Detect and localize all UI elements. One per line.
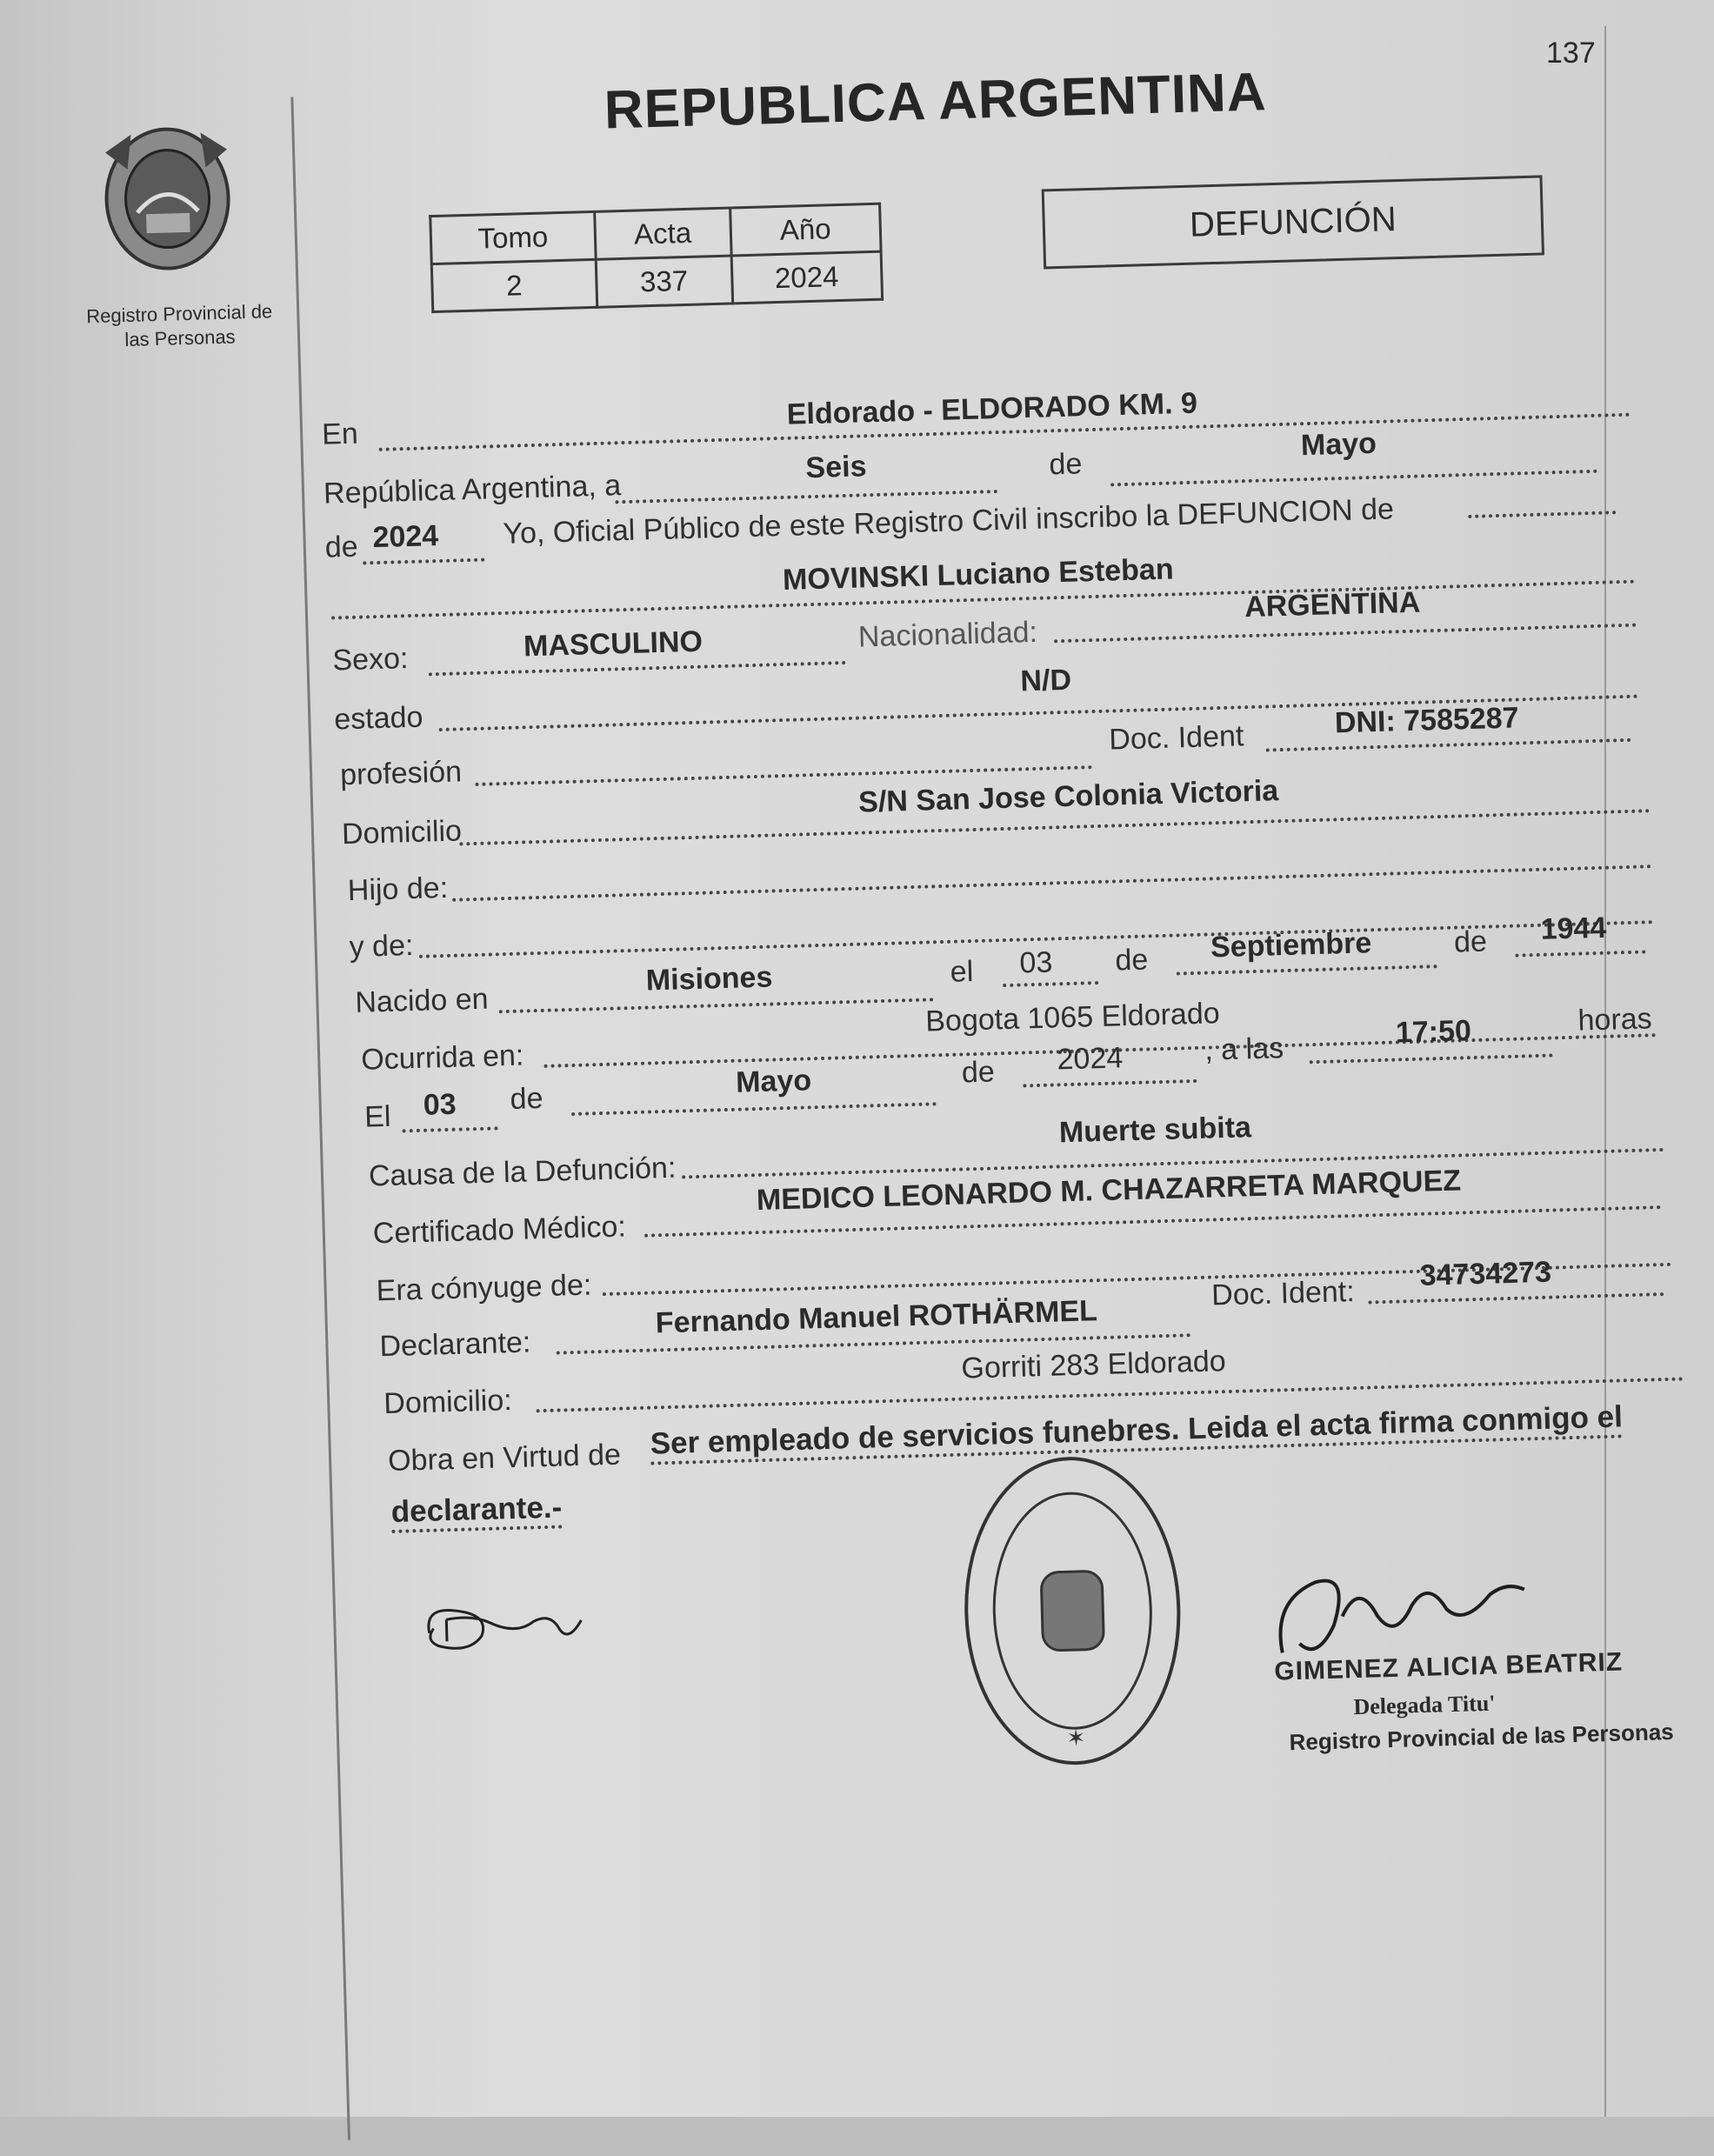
birth-de2: de bbox=[1453, 924, 1488, 959]
estado-label: estado bbox=[333, 700, 423, 737]
nacionalidad-label: Nacionalidad: bbox=[857, 615, 1038, 654]
document-type-box: DEFUNCIÓN bbox=[1042, 175, 1544, 269]
death-time-line bbox=[1310, 1053, 1553, 1064]
causa-value: Muerte subita bbox=[1058, 1111, 1252, 1150]
sexo-value: MASCULINO bbox=[523, 624, 704, 664]
death-time: 17:50 bbox=[1395, 1014, 1472, 1050]
republica-label: República Argentina, a bbox=[323, 469, 622, 511]
death-month: Mayo bbox=[735, 1064, 812, 1099]
decl-doc-line bbox=[1368, 1292, 1664, 1304]
decl-doc-label: Doc. Ident: bbox=[1210, 1274, 1356, 1312]
registry-name-line1: Registro Provincial de bbox=[85, 300, 273, 328]
sexo-line bbox=[429, 661, 846, 676]
domicilio-label: Domicilio bbox=[341, 814, 463, 851]
day-line bbox=[615, 490, 997, 504]
month-line bbox=[1110, 470, 1597, 487]
decl-doc-value: 34734273 bbox=[1419, 1255, 1552, 1292]
declarante-value: Fernando Manuel ROTHÄRMEL bbox=[655, 1294, 1098, 1340]
doc-ident-label: Doc. Ident bbox=[1108, 719, 1244, 757]
en-label: En bbox=[321, 417, 359, 451]
page-number: 137 bbox=[1546, 37, 1596, 70]
month-value: Mayo bbox=[1300, 426, 1377, 463]
en-value: Eldorado - ELDORADO KM. 9 bbox=[786, 386, 1198, 431]
inscribo-line bbox=[1468, 511, 1616, 518]
alas-label: , a las bbox=[1204, 1031, 1284, 1067]
el2-label: El bbox=[363, 1099, 391, 1134]
doc-ident-line bbox=[1266, 738, 1631, 752]
hijo-label: Hijo de: bbox=[347, 871, 449, 908]
official-registry: Registro Provincial de las Personas bbox=[1289, 1718, 1675, 1756]
doc-ident-value: DNI: 7585287 bbox=[1334, 701, 1520, 740]
col-acta: Acta bbox=[594, 208, 730, 259]
obra-value-line2: declarante.- bbox=[390, 1490, 563, 1532]
certificado-label: Certificado Médico: bbox=[372, 1210, 627, 1251]
el-label: el bbox=[950, 955, 974, 989]
death-de2: de bbox=[961, 1055, 996, 1090]
birth-year-line bbox=[1515, 950, 1645, 957]
conyuge-label: Era cónyuge de: bbox=[376, 1268, 592, 1308]
nacido-value: Misiones bbox=[645, 960, 773, 998]
decl-domicilio-label: Domicilio: bbox=[383, 1384, 513, 1421]
svg-text:✶: ✶ bbox=[1066, 1724, 1086, 1752]
col-anio: Año bbox=[730, 204, 881, 256]
certificado-value: MEDICO LEONARDO M. CHAZARRETA MARQUEZ bbox=[756, 1164, 1462, 1218]
de-label: de bbox=[1048, 447, 1083, 482]
death-year: 2024 bbox=[1057, 1041, 1124, 1077]
nacido-line bbox=[499, 998, 934, 1013]
horas-label: horas bbox=[1577, 1002, 1653, 1038]
sexo-label: Sexo: bbox=[331, 642, 409, 678]
death-day: 03 bbox=[423, 1087, 457, 1122]
ocurrida-value: Bogota 1065 Eldorado bbox=[924, 997, 1221, 1038]
nacido-label: Nacido en bbox=[354, 982, 490, 1019]
inscribo-text: Yo, Oficial Público de este Registro Civil inscribo la DEFUNCION de bbox=[502, 492, 1395, 551]
death-month-line bbox=[571, 1102, 937, 1116]
death-de1: de bbox=[510, 1081, 544, 1116]
domicilio-value: S/N San Jose Colonia Victoria bbox=[857, 774, 1279, 819]
year-line bbox=[363, 558, 484, 565]
yde-label: y de: bbox=[349, 929, 414, 965]
year-value: 2024 bbox=[372, 519, 439, 555]
official-name: GIMENEZ ALICIA BEATRIZ bbox=[1273, 1647, 1624, 1686]
causa-label: Causa de la Defunción: bbox=[368, 1151, 677, 1193]
death-year-line bbox=[1023, 1079, 1197, 1088]
country-title: REPUBLICA ARGENTINA bbox=[603, 62, 1268, 141]
obra-value-line1: Ser empleado de servicios funebres. Leida el acta firma conmigo el bbox=[650, 1399, 1623, 1465]
day-value: Seis bbox=[804, 450, 867, 485]
estado-value: N/D bbox=[1019, 663, 1072, 698]
birth-de1: de bbox=[1114, 943, 1149, 978]
hijo-line bbox=[452, 864, 1652, 902]
deceased-name: MOVINSKI Luciano Esteban bbox=[782, 552, 1175, 597]
declarante-label: Declarante: bbox=[378, 1325, 531, 1364]
tomo-value: 2 bbox=[431, 259, 597, 311]
declarant-signature bbox=[420, 1594, 596, 1660]
official-title: Delegada Titu' bbox=[1353, 1690, 1496, 1720]
nacionalidad-value: ARGENTINA bbox=[1244, 585, 1421, 624]
profesion-label: profesión bbox=[339, 755, 463, 792]
decl-domicilio-value: Gorriti 283 Eldorado bbox=[960, 1345, 1227, 1385]
birth-day-line bbox=[1003, 981, 1098, 987]
nacionalidad-line bbox=[1054, 624, 1637, 644]
year-label: de bbox=[324, 530, 359, 564]
registry-name-line2: las Personas bbox=[124, 325, 236, 350]
domicilio-line bbox=[459, 809, 1651, 845]
birth-day: 03 bbox=[1018, 945, 1053, 980]
birth-year: 1944 bbox=[1540, 911, 1607, 946]
birth-month-line bbox=[1177, 965, 1437, 975]
death-day-line bbox=[403, 1126, 498, 1132]
ocurrida-label: Ocurrida en: bbox=[360, 1038, 524, 1077]
left-margin-line bbox=[290, 97, 350, 2139]
acta-value: 337 bbox=[596, 256, 732, 307]
col-tomo: Tomo bbox=[430, 211, 596, 264]
official-stamp bbox=[955, 1447, 1190, 1775]
death-certificate bbox=[26, 0, 1714, 2156]
registry-name bbox=[70, 299, 289, 354]
misiones-coat-of-arms-logo bbox=[91, 114, 243, 284]
obra-label: Obra en Virtud de bbox=[387, 1438, 622, 1478]
anio-value: 2024 bbox=[731, 251, 883, 304]
birth-month: Septiembre bbox=[1210, 926, 1372, 965]
registry-table bbox=[429, 203, 884, 313]
